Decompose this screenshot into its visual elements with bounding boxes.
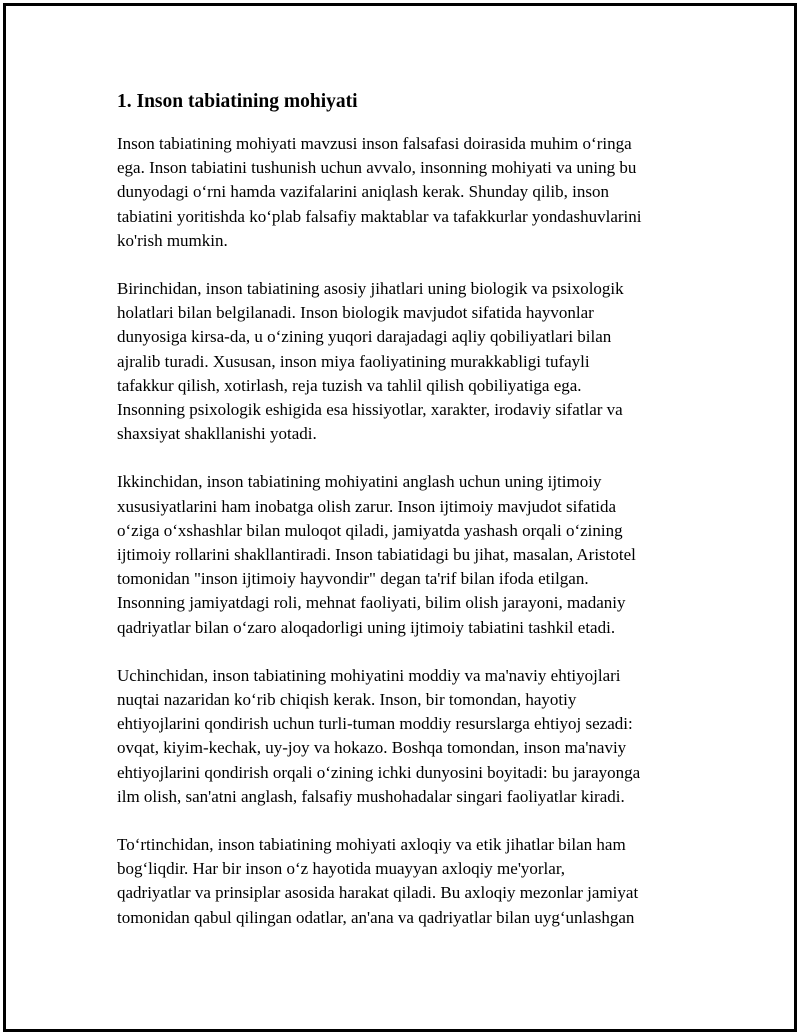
- paragraph-third: Uchinchidan, inson tabiatining mohiyatini moddiy va ma'naviy ehtiyojlari nuqtai nazaridan koʻrib chiqish kerak. Inson, bir tomondan, hayotiy ehtiyojlarini qondirish uchun turli-tuman moddiy resurslarga ehtiyoj sezadi: ovqat, kiyim-kechak, uy-joy va hokazo. Boshqa tomondan, inson ma'naviy ehtiyojlarini qondirish orqali oʻzining ichki dunyosini boyitadi: bu jarayonga ilm olish, san'atni anglash, falsafiy mushohadalar singari faoliyatlar kiradi.: [117, 665, 641, 806]
- document-body: [115, 90, 695, 954]
- paragraph-fourth: Toʻrtinchidan, inson tabiatining mohiyati axloqiy va etik jihatlar bilan ham bogʻliqdir. Har bir inson oʻz hayotida muayyan axloqiy me'yorlar, qadriyatlar va prinsiplar asosida harakat qiladi. Bu axloqiy mezonlar jamiyat tomonidan qabul qilingan odatlar, an'ana va qadriyatlar bilan uygʻunlashgan: [117, 835, 639, 927]
- paragraph-intro: Inson tabiatining mohiyati mavzusi inson falsafasi doirasida muhim oʻringa ega. Inson tabiatini tushunish uchun avvalo, insonning mohiyati va uning bu dunyodagi oʻrni hamda vazifalarini aniqlash kerak. Shunday qilib, inson tabiatini yoritishda koʻplab falsafiy maktablar va tafakkurlar yondashuvlarini ko'rish mumkin.: [117, 134, 642, 250]
- paragraph-second: Ikkinchidan, inson tabiatining mohiyatini anglash uchun uning ijtimoiy xususiyatlarini ham inobatga olish zarur. Inson ijtimoiy mavjudot sifatida oʻziga oʻxshashlar bilan muloqot qiladi, jamiyatda yashash orqali oʻzining ijtimoiy rollarini shakllantiradi. Inson tabiatidagi bu jihat, masalan, Aristotel tomonidan "inson ijtimoiy hayvondir" degan ta'rif bilan ifoda etilgan. Insonning jamiyatdagi roli, mehnat faoliyati, bilim olish jarayoni, madaniy qadriyatlar bilan oʻzaro aloqadorligi uning ijtimoiy tabiatini tashkil etadi.: [117, 472, 636, 637]
- paragraph-first: Birinchidan, inson tabiatining asosiy jihatlari uning biologik va psixologik holatlari bilan belgilanadi. Inson biologik mavjudot sifatida hayvonlar dunyosiga kirsa-da, u oʻzining yuqori darajadagi aqliy qobiliyatlari bilan ajralib turadi. Xususan, inson miya faoliyatining murakkabligi tufayli tafakkur qilish, xotirlash, reja tuzish va tahlil qilish qobiliyatiga ega. Insonning psixologik eshigida esa hissiyotlar, xarakter, irodaviy sifatlar va shaxsiyat shakllanishi yotadi.: [117, 279, 624, 444]
- section-heading: 1. Inson tabiatining mohiyati: [117, 91, 358, 112]
